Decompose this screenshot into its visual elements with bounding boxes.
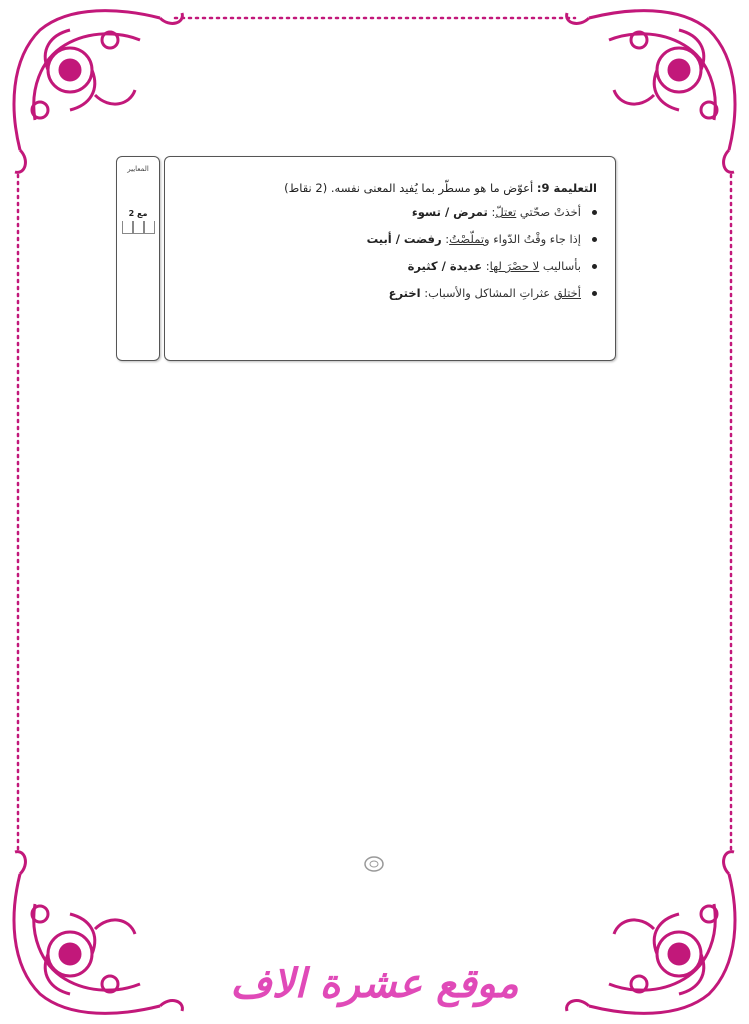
site-watermark: موقع عشرة الاف bbox=[230, 960, 519, 1007]
instruction-text: أعوّض ما هو مسطّر بما يُفيد المعنى نفسه. (2 نقاط) bbox=[284, 181, 537, 195]
answer-text: رفضت / أبيت bbox=[366, 232, 442, 246]
corner-ornament-top-left bbox=[14, 11, 182, 173]
item-text: : bbox=[441, 232, 450, 246]
score-cell bbox=[122, 221, 133, 234]
bullet-icon bbox=[592, 264, 597, 269]
bullet-icon bbox=[592, 237, 597, 242]
criteria-column bbox=[116, 156, 160, 361]
answer-text: اخترع bbox=[388, 286, 421, 300]
answer-text: عديدة / كثيرة bbox=[407, 259, 483, 273]
list-item bbox=[179, 286, 597, 300]
instruction-label: التعليمة 9: bbox=[536, 181, 597, 195]
exercise-items bbox=[179, 205, 597, 300]
bullet-icon bbox=[592, 210, 597, 215]
answer-text: تمرض / تسوء bbox=[411, 205, 488, 219]
item-text: عثراتِ المشاكل والأسباب: bbox=[420, 286, 554, 300]
list-item bbox=[179, 205, 597, 219]
item-text: : bbox=[482, 259, 490, 273]
list-item bbox=[179, 259, 597, 273]
score-cell bbox=[144, 221, 155, 234]
item-text: إذا جاء وقْتُ الدّواء و bbox=[484, 232, 581, 246]
score-cells bbox=[117, 221, 159, 234]
instruction bbox=[179, 181, 597, 195]
criterion-code: مع 2 bbox=[128, 209, 148, 218]
exercise-panel bbox=[164, 156, 616, 361]
item-text: بأساليب bbox=[539, 259, 581, 273]
underlined-phrase: تملّصْتُ bbox=[449, 232, 485, 246]
underlined-phrase: تعتلّ bbox=[495, 205, 517, 219]
item-text: : bbox=[487, 205, 496, 219]
item-text: أخذتْ صحّتي bbox=[516, 205, 581, 219]
page-number-ornament-icon bbox=[363, 855, 385, 873]
corner-ornament-top-right bbox=[567, 11, 735, 173]
score-cell bbox=[133, 221, 144, 234]
criteria-label: المعايير bbox=[127, 165, 149, 173]
list-item bbox=[179, 232, 597, 246]
underlined-phrase: لا حصْرَ لها bbox=[489, 259, 540, 273]
underlined-phrase: أختلق bbox=[553, 286, 581, 300]
bullet-icon bbox=[592, 291, 597, 296]
